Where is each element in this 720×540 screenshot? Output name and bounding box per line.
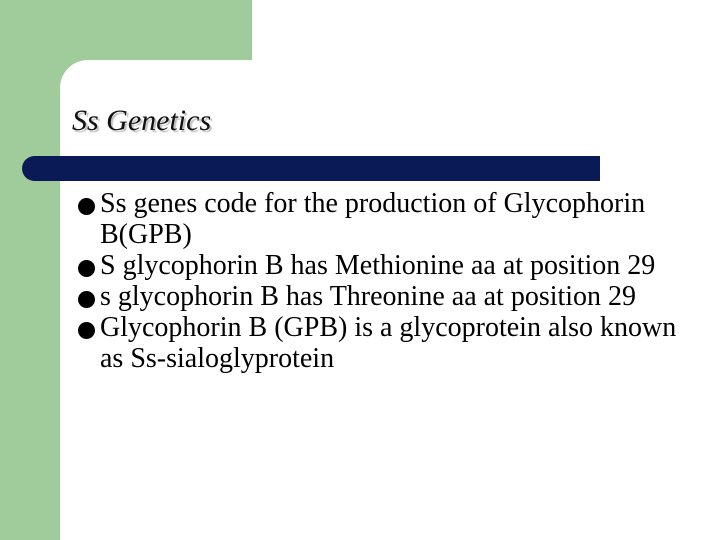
bullet-list	[78, 188, 693, 374]
bullet-text: Ss genes code for the production of Glycophorin B(GPB)	[100, 188, 646, 250]
bullet-text: S glycophorin B has Methionine aa at position 29	[100, 250, 656, 281]
list-item	[78, 312, 693, 374]
list-item	[78, 188, 693, 250]
bullet-text: Glycophorin B (GPB) is a glycoprotein also known as Ss-sialoglyprotein	[100, 312, 677, 374]
bullet-dot-icon	[78, 198, 95, 215]
bullet-dot-icon	[78, 260, 95, 277]
list-item	[78, 281, 693, 312]
list-item	[78, 250, 693, 281]
bullet-dot-icon	[78, 322, 95, 339]
bullet-text: s glycophorin B has Threonine aa at position 29	[100, 281, 637, 312]
bullet-dot-icon	[78, 291, 95, 308]
title-underline-bar	[22, 156, 600, 181]
slide-title: Ss Genetics	[72, 104, 212, 137]
